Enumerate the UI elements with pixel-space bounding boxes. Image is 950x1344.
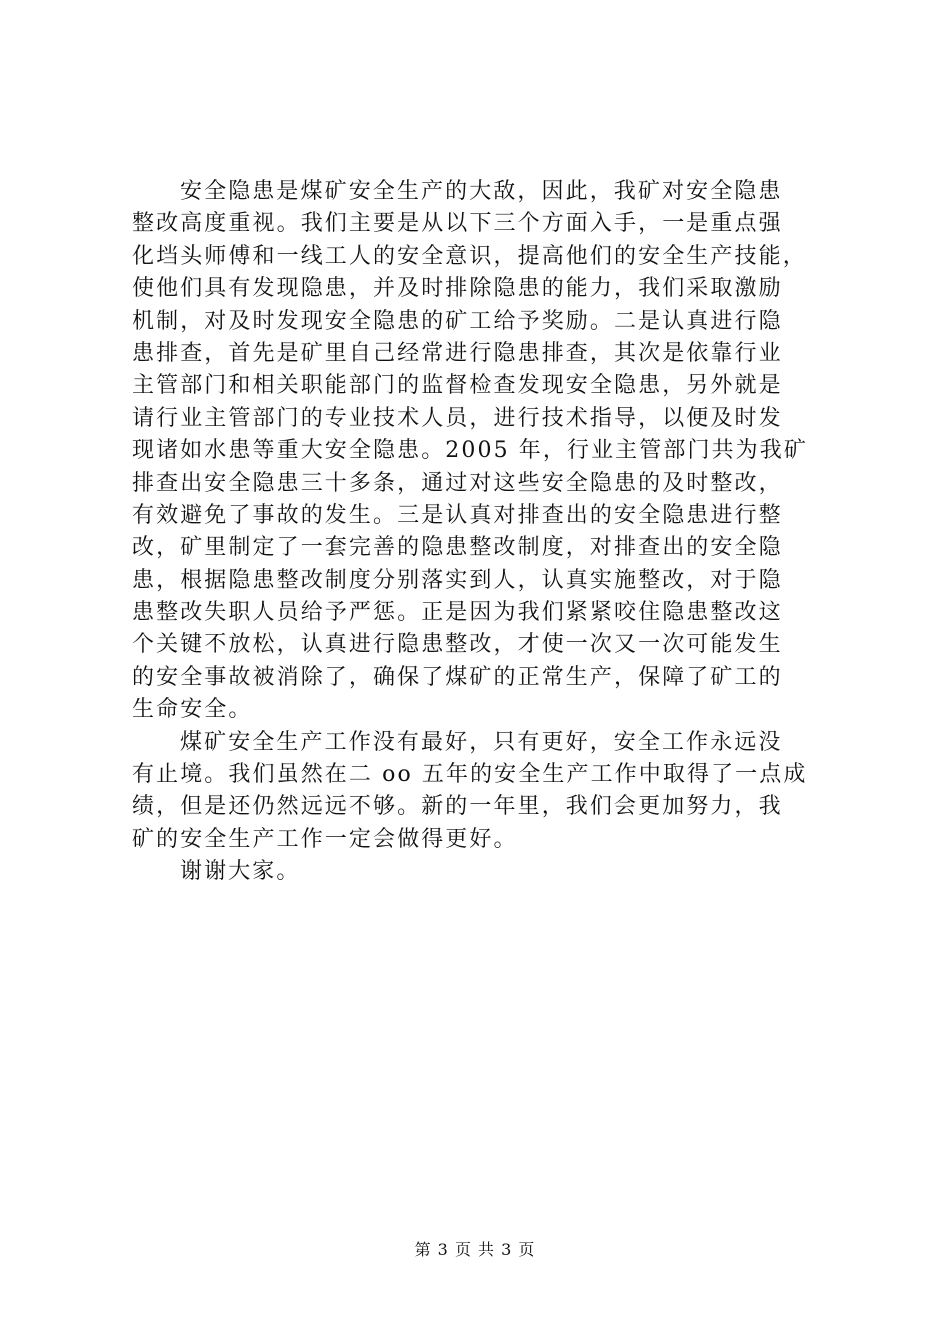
page-footer: 第 3 页 共 3 页 xyxy=(414,1240,536,1259)
paragraph-1 xyxy=(132,176,832,727)
text-line: 患，根据隐患整改制度分别落实到人，认真实施整改，对于隐 xyxy=(132,567,783,593)
document-body xyxy=(132,176,832,889)
text-line: 患整改失职人员给予严惩。正是因为我们紧紧咬住隐患整改这 xyxy=(132,600,783,626)
text-line: 化垱头师傅和一线工人的安全意识，提高他们的安全生产技能， xyxy=(132,243,807,269)
text-line: 患排查，首先是矿里自己经常进行隐患排查，其次是依靠行业 xyxy=(132,340,783,366)
text-line: 现诸如水患等重大安全隐患。2005 年，行业主管部门共为我矿 xyxy=(132,438,808,464)
text-line: 绩，但是还仍然远远不够。新的一年里，我们会更加努力，我 xyxy=(132,794,783,820)
text-line: 有效避免了事故的发生。三是认真对排查出的安全隐患进行整 xyxy=(132,502,783,528)
text-line: 改，矿里制定了一套完善的隐患整改制度，对排查出的安全隐 xyxy=(132,535,783,561)
text-line: 请行业主管部门的专业技术人员，进行技术指导，以便及时发 xyxy=(132,405,783,431)
text-line: 个关键不放松，认真进行隐患整改，才使一次又一次可能发生 xyxy=(132,632,783,658)
text-line: 安全隐患是煤矿安全生产的大敌，因此，我矿对安全隐患 xyxy=(180,179,783,204)
text-line: 谢谢大家。 xyxy=(180,859,301,885)
text-line: 的安全事故被消除了，确保了煤矿的正常生产，保障了矿工的 xyxy=(132,664,783,690)
text-line: 主管部门和相关职能部门的监督检查发现安全隐患，另外就是 xyxy=(132,373,783,399)
text-line: 使他们具有发现隐患，并及时排除隐患的能力，我们采取激励 xyxy=(132,276,783,302)
text-line: 煤矿安全生产工作没有最好，只有更好，安全工作永远没 xyxy=(180,729,783,755)
text-line: 矿的安全生产工作一定会做得更好。 xyxy=(132,826,518,852)
paragraph-2 xyxy=(132,727,832,857)
text-line: 生命安全。 xyxy=(132,697,253,723)
paragraph-3 xyxy=(132,856,832,888)
text-line: 有止境。我们虽然在二 oo 五年的安全生产工作中取得了一点成 xyxy=(132,762,808,788)
text-line: 排查出安全隐患三十多条，通过对这些安全隐患的及时整改， xyxy=(132,470,783,496)
text-line: 整改高度重视。我们主要是从以下三个方面入手，一是重点强 xyxy=(132,211,783,237)
text-line: 机制，对及时发现安全隐患的矿工给予奖励。二是认真进行隐 xyxy=(132,308,783,334)
